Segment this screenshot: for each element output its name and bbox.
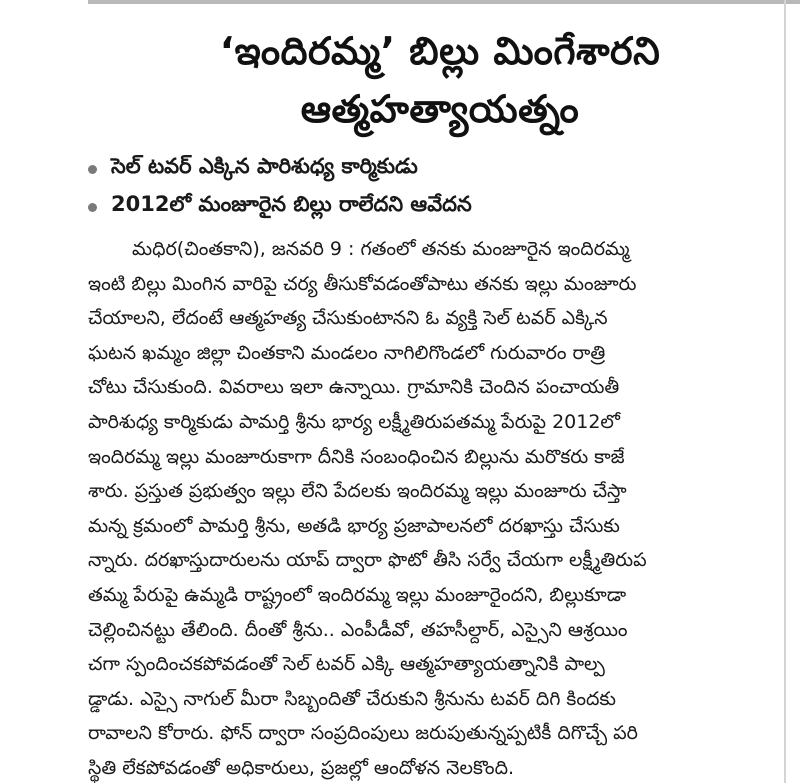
bullet-dot-icon [88, 165, 97, 174]
bullet-dot-icon [88, 203, 97, 212]
body-line: చెల్లించినట్టు తేలింది. దీంతో శ్రీను.. ఎంపీడీవో, తహసీల్దార్, ఎస్సైని ఆశ్రయిం [88, 618, 628, 641]
subhead-item [88, 150, 778, 188]
body-line: న్నారు. దరఖాస్తుదారులను యాప్ ద్వారా ఫొటో తీసి సర్వే చేయగా లక్ష్మీతిరుప [88, 549, 647, 572]
body-line: ఘటన ఖమ్మం జిల్లా చింతకాని మండలం నాగిలిగొండలో గురువారం రాత్రి [88, 341, 606, 364]
body-line: ఇంటి బిల్లు మింగిన వారిపై చర్య తీసుకోవడంతోపాటు తనకు ఇల్లు మంజూరు [88, 272, 637, 295]
headline-line-1: ‘ఇందిరమ్మ’ బిల్లు మింగేశారని [219, 29, 661, 73]
body-line: తమ్మ పేరుపై ఉమ్మడి రాష్ట్రంలో ఇందిరమ్మ ఇల్లు మంజూరైందని, బిల్లుకూడా [88, 583, 627, 606]
body-line: చోటు చేసుకుంది. వివరాలు ఇలా ఉన్నాయి. గ్రామానికి చెందిన పంచాయతీ [88, 376, 620, 399]
body-line: ఇందిరమ్మ ఇల్లు మంజూరుకాగా దీనికి సంబంధించిన బిల్లును మరొకరు కాజే [88, 445, 625, 468]
body-line: మధిర(చింతకాని), జనవరి 9 : గతంలో తనకు మంజూరైన ఇందిరమ్మ [132, 238, 630, 260]
headline-line-2: ఆత్మహత్యాయత్నం [300, 87, 580, 131]
article-body [88, 232, 778, 783]
subhead-item [88, 188, 778, 226]
headline [120, 22, 760, 138]
body-line: డ్డాడు. ఎస్సై నాగుల్ మీరా సిబ్బందితో చేరుకుని శ్రీనును టవర్ దిగి కిందకు [88, 687, 616, 710]
body-line: శారు. ప్రస్తుత ప్రభుత్వం ఇల్లు లేని పేదలకు ఇందిరమ్మ ఇల్లు మంజూరు చేస్తా [88, 480, 627, 503]
body-line: చగా స్పందించకపోవడంతో సెల్ టవర్ ఎక్కి ఆత్మహత్యాయత్నానికి పాల్ప [88, 653, 605, 676]
subhead-text: సెల్ టవర్ ఎక్కిన పారిశుధ్య కార్మికుడు [111, 154, 418, 178]
body-line: స్థితి లేకపోవడంతో అధికారులు, ప్రజల్లో ఆందోళన నెలకొంది. [88, 756, 515, 779]
body-line: రావాలని కోరారు. ఫోన్ ద్వారా సంప్రదింపులు జరుపుతున్నప్పటికీ దిగొచ్చే పరి [88, 722, 638, 745]
subhead-text: 2012లో మంజూరైన బిల్లు రాలేదని ఆవేదన [111, 192, 472, 216]
body-line: చేయాలని, లేదంటే ఆత్మహత్య చేసుకుంటానని ఓ వ్యక్తి సెల్ టవర్ ఎక్కిన [88, 307, 608, 330]
top-border-rule [88, 0, 800, 4]
body-line: పారిశుధ్య కార్మికుడు పామర్తి శ్రీను భార్య లక్ష్మీతిరుపతమ్మ పేరుపై 2012లో [88, 410, 620, 433]
subhead-list [88, 150, 778, 226]
body-line: మన్న క్రమంలో పామర్తి శ్రీను, అతడి భార్య ప్రజాపాలనలో దరఖాస్తు చేసుకు [88, 514, 620, 537]
right-border-rule [784, 0, 786, 783]
